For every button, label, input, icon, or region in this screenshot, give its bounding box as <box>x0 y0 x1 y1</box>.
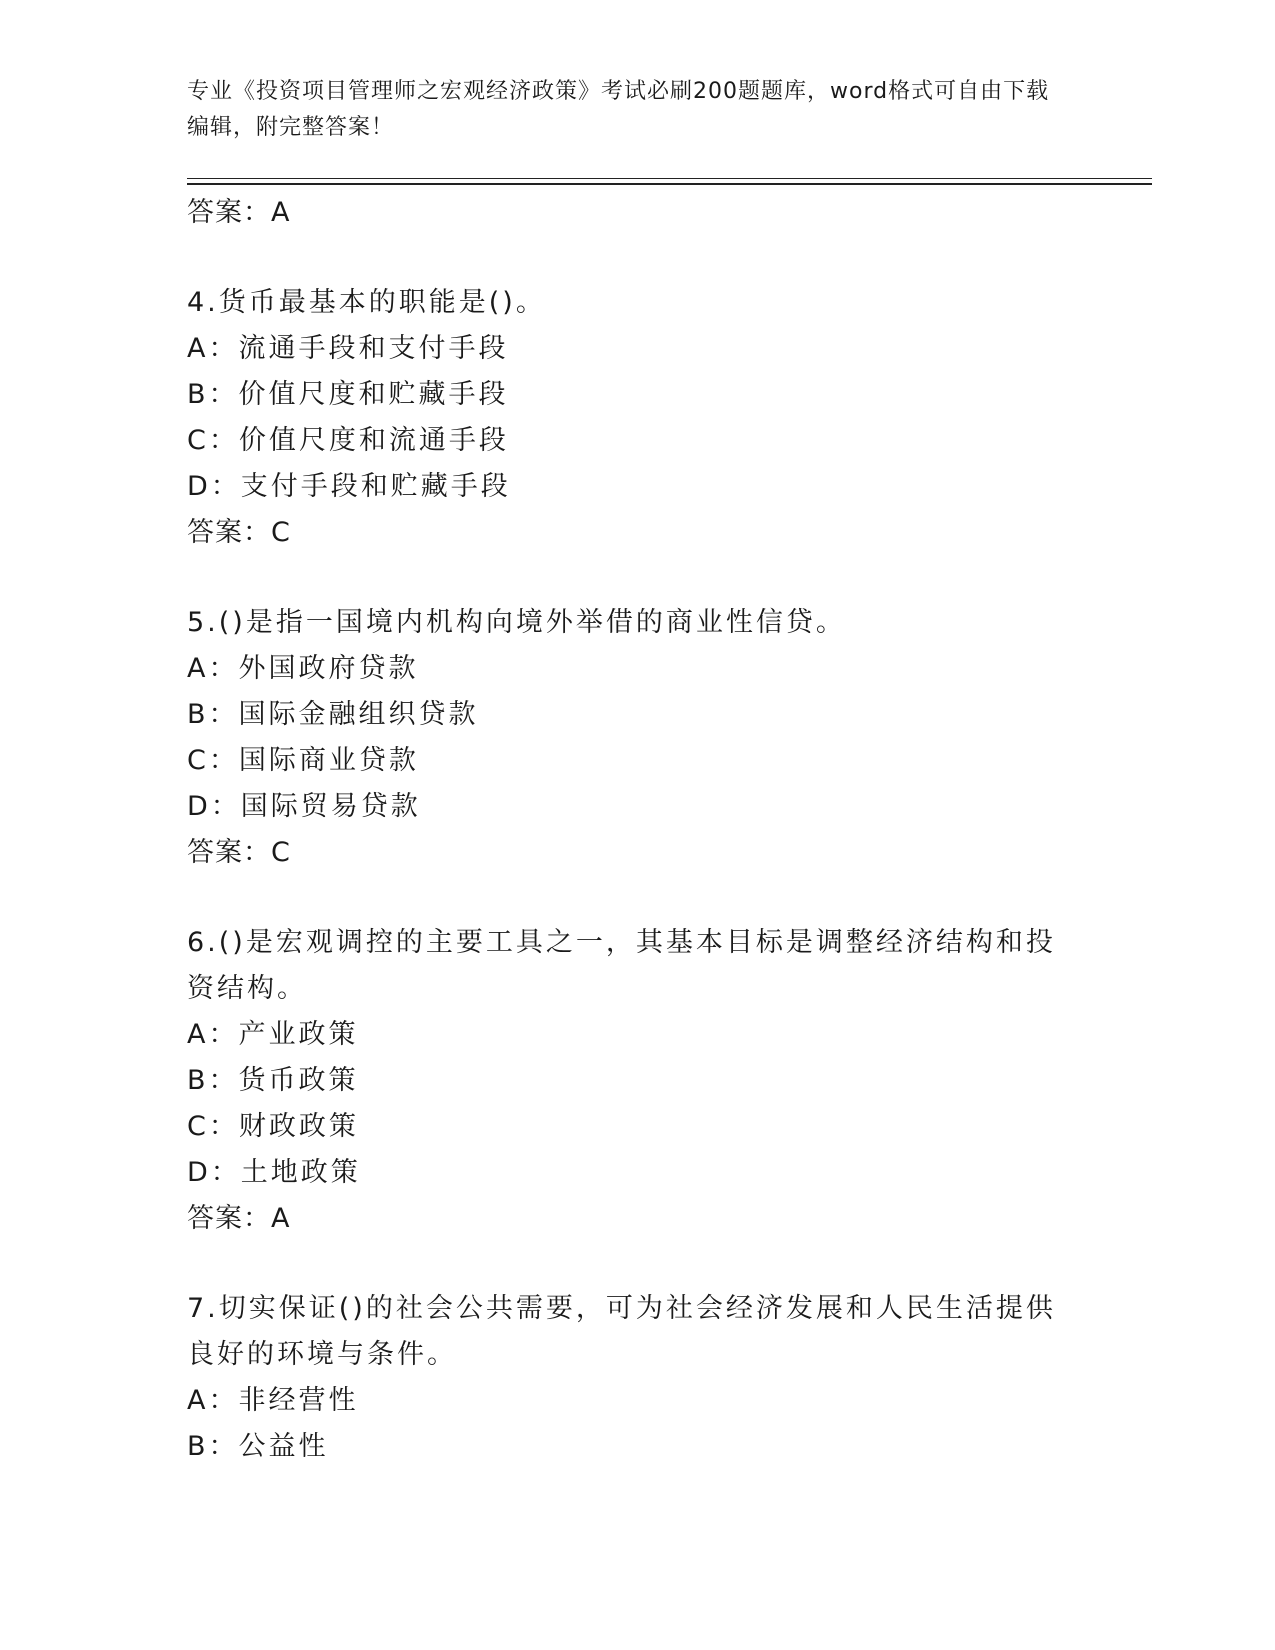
answer-line: 答案：C <box>187 837 291 868</box>
option-d: D：土地政策 <box>187 1157 361 1188</box>
option-a: A：流通手段和支付手段 <box>187 333 509 364</box>
answer-line: 答案：C <box>187 517 291 548</box>
question-stem: 4.货币最基本的职能是()。 <box>187 287 546 318</box>
option-c: C：价值尺度和流通手段 <box>187 425 509 456</box>
option-b: B：价值尺度和贮藏手段 <box>187 379 509 410</box>
answer-line: 答案：A <box>187 197 291 228</box>
option-c: C：财政政策 <box>187 1111 359 1142</box>
option-a: A：产业政策 <box>187 1019 359 1050</box>
option-b: B：国际金融组织贷款 <box>187 699 479 730</box>
option-a: A：外国政府贷款 <box>187 653 419 684</box>
question-list <box>187 190 1067 1470</box>
option-c: C：国际商业贷款 <box>187 745 419 776</box>
question-stem: 7.切实保证()的社会公共需要，可为社会经济发展和人民生活提供良好的环境与条件。 <box>187 1293 1056 1370</box>
option-b: B：公益性 <box>187 1431 329 1462</box>
option-d: D：支付手段和贮藏手段 <box>187 471 511 502</box>
document-header: 专业《投资项目管理师之宏观经济政策》考试必刷200题题库，word格式可自由下载编辑，附完整答案！ <box>187 79 1050 140</box>
header-divider-bold <box>187 183 1152 185</box>
option-b: B：货币政策 <box>187 1065 359 1096</box>
header-divider <box>187 178 1152 179</box>
answer-line: 答案：A <box>187 1203 291 1234</box>
question-stem: 6.()是宏观调控的主要工具之一，其基本目标是调整经济结构和投资结构。 <box>187 927 1056 1004</box>
option-d: D：国际贸易贷款 <box>187 791 421 822</box>
question-stem: 5.()是指一国境内机构向境外举借的商业性信贷。 <box>187 607 846 638</box>
option-a: A：非经营性 <box>187 1385 359 1416</box>
